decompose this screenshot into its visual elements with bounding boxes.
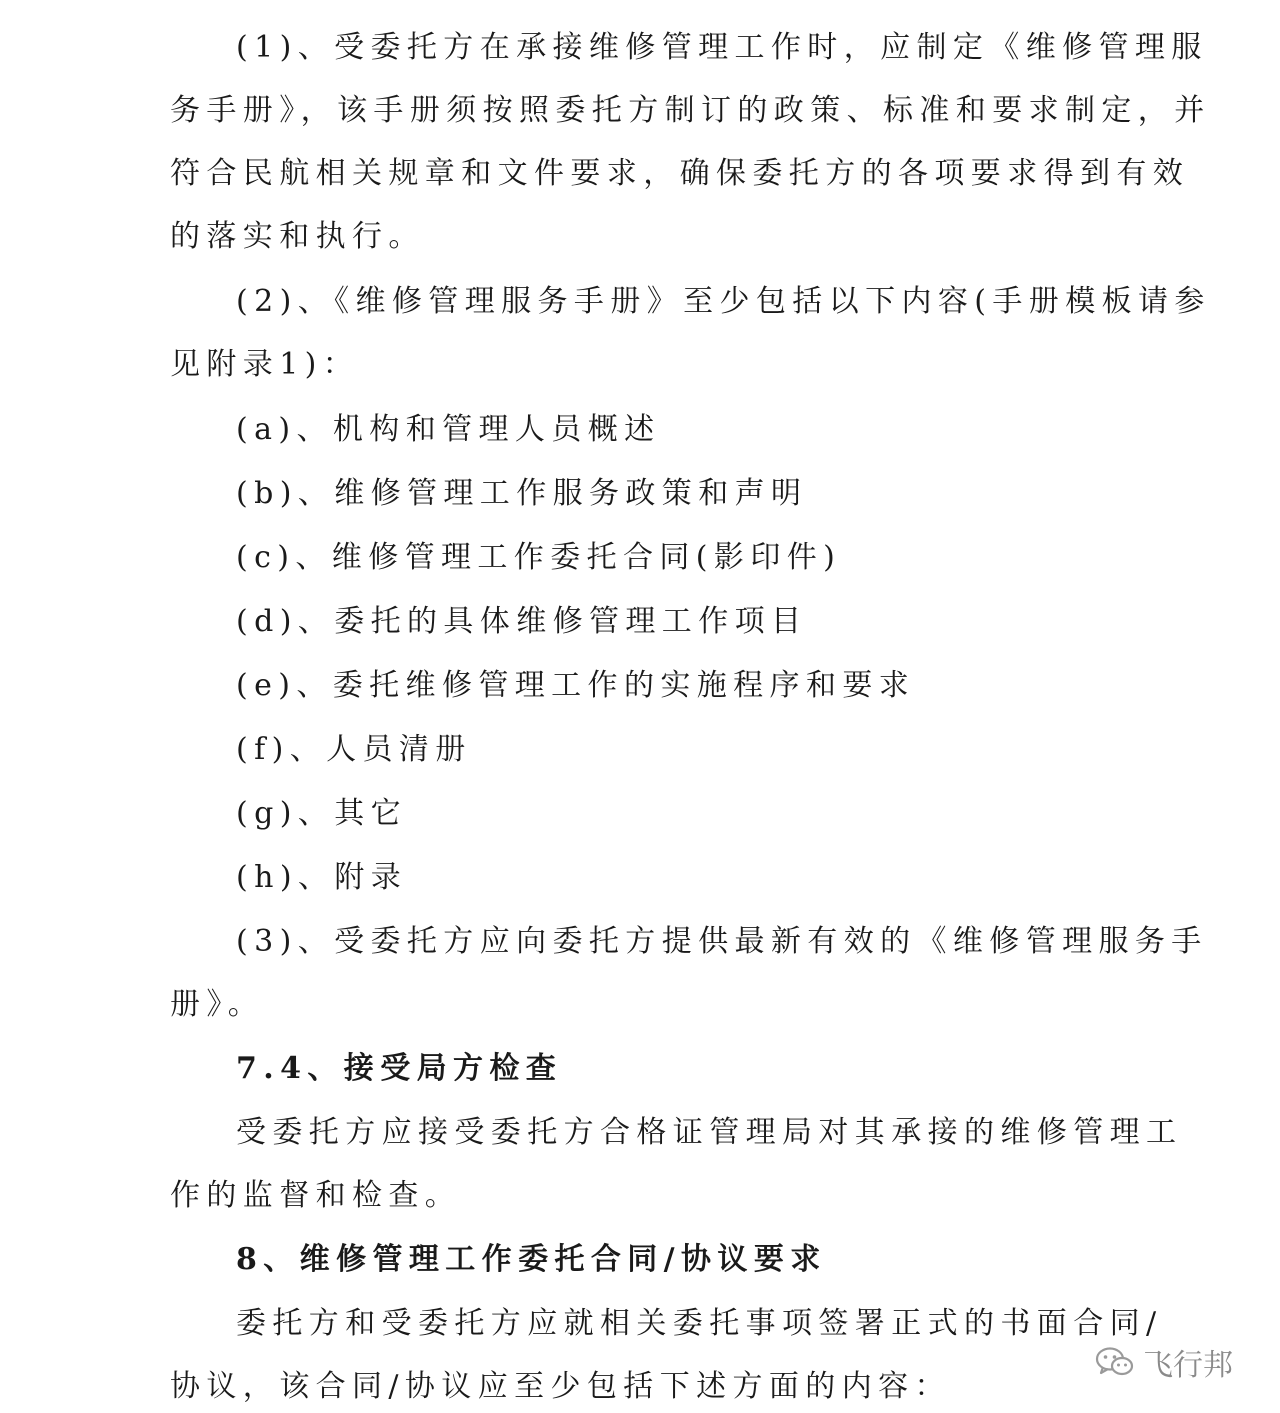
list-item: (a)、机构和管理人员概述 [236, 412, 661, 447]
paragraph-line: 受委托方应接受委托方合格证管理局对其承接的维修管理工 [236, 1115, 1183, 1150]
paragraph-line: 协议，该合同/协议应至少包括下述方面的内容： [170, 1369, 951, 1404]
paragraph-line: (3)、受委托方应向委托方提供最新有效的《维修管理服务手 [236, 924, 1208, 959]
list-item: (h)、附录 [236, 860, 408, 895]
list-item: (g)、其它 [236, 796, 408, 831]
paragraph-line: 册》。 [170, 987, 265, 1022]
paragraph-line: 作的监督和检查。 [170, 1178, 462, 1213]
list-item: (b)、维修管理工作服务政策和声明 [236, 476, 808, 511]
watermark [1095, 1340, 1233, 1384]
section-heading: 7.4、接受局方检查 [236, 1051, 563, 1086]
watermark-text: 飞行邦 [1143, 1348, 1233, 1383]
paragraph-line: 务手册》，该手册须按照委托方制订的政策、标准和要求制定，并 [170, 93, 1211, 128]
wechat-icon [1095, 1345, 1135, 1379]
list-item: (e)、委托维修管理工作的实施程序和要求 [236, 668, 916, 703]
paragraph-line: 符合民航相关规章和文件要求，确保委托方的各项要求得到有效 [170, 156, 1190, 191]
paragraph-line: 的落实和执行。 [170, 219, 425, 254]
list-item: (f)、人员清册 [236, 732, 472, 767]
paragraph-line: (1)、受委托方在承接维修管理工作时，应制定《维修管理服 [236, 30, 1208, 65]
section-heading: 8、维修管理工作委托合同/协议要求 [236, 1242, 827, 1277]
paragraph-line: 见附录1)： [170, 347, 360, 382]
paragraph-line: (2)、《维修管理服务手册》至少包括以下内容(手册模板请参 [236, 284, 1211, 319]
list-item: (c)、维修管理工作委托合同(影印件) [236, 540, 842, 575]
list-item: (d)、委托的具体维修管理工作项目 [236, 604, 808, 639]
paragraph-line: 委托方和受委托方应就相关委托事项签署正式的书面合同/ [236, 1306, 1163, 1341]
